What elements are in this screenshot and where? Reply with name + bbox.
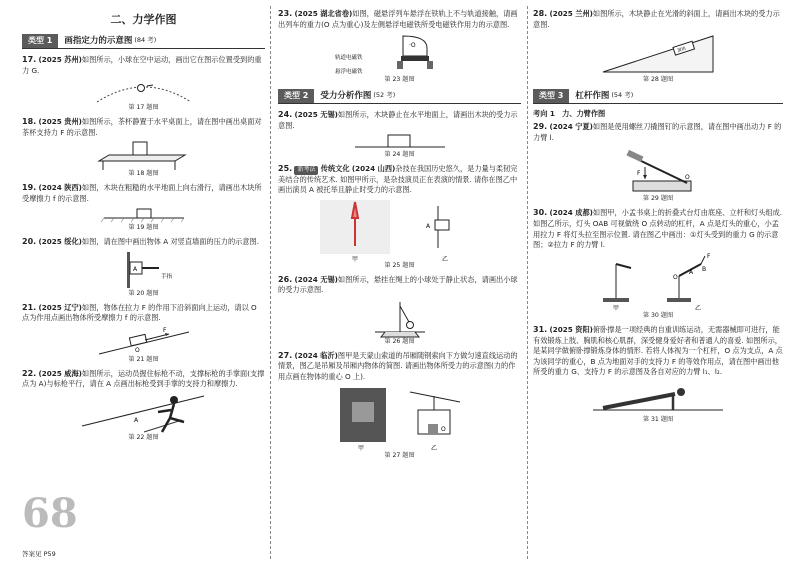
figure-20 bbox=[89, 250, 199, 290]
question-27: 27. (2024 临沂)图甲是天蒙山索道的吊厢随钢索向下方做匀速直线运动的情景，图乙是吊厢及吊厢内物体的简图. 请画出物体所受力的示意图(力的作用点画在物体的重心 O 上). 甲 O 乙 第 27 题图 bbox=[278, 350, 518, 460]
question-28: 28. (2025 兰州)如图所示，木块静止在光滑的斜面上，请画出木块的受力示意图. 滑块 第 28 题图 bbox=[533, 9, 780, 84]
figure-28 bbox=[593, 32, 723, 76]
question-29: 29. (2024 宁夏)如图是使用螺丝刀撬图钉的示意图，请在图中画出动力 F 的力臂 l. F O 第 29 题图 bbox=[533, 122, 782, 203]
figure-29 bbox=[593, 145, 723, 195]
page-number: 68 bbox=[22, 490, 78, 537]
label-yi: 乙 bbox=[430, 445, 437, 453]
question-21: 21. (2025 辽宁)如图，物体在拉力 F 的作用下沿斜面向上运动，请以 O 点为作用点画出物体所受摩擦力 f 的示意图. F O 第 21 题图 bbox=[22, 302, 257, 363]
figure-21 bbox=[89, 326, 199, 356]
question-26: 26. (2024 无锡)如图所示，悬挂在绳上的小球处于静止状态，请画出小球的受力示意图. 第 26 题图 bbox=[278, 274, 518, 345]
question-20: 20. (2025 绥化)如图，请在图中画出物体 A 对竖直墙面的压力的示意图. A 手指 第 20 题图 bbox=[22, 236, 260, 297]
figure-22 bbox=[74, 392, 214, 434]
column-divider bbox=[527, 6, 528, 559]
label-block: 滑块 bbox=[676, 46, 687, 55]
question-17: 17. (2025 苏州)如图所示，小球在空中运动，画出它在图示位置受到的重力 G. 第 17 题图 bbox=[22, 54, 262, 111]
figure-19 bbox=[89, 206, 199, 224]
type-count: (54 考) bbox=[611, 91, 634, 100]
figure-24 bbox=[345, 133, 455, 151]
label-track-magnet: 轨道电磁铁 bbox=[334, 55, 363, 62]
figure-23 bbox=[335, 32, 465, 76]
type2-header bbox=[278, 89, 521, 104]
type-tag: 类型 3 bbox=[533, 89, 569, 103]
question-24: 24. (2025 无锡)如图所示，木块静止在水平地面上，请画出木块的受力示意图. 第 24 题图 bbox=[278, 110, 518, 159]
question-30: 30. (2024 成都)如图甲，小孟书桌上的折叠式台灯由底座、立杆和灯头组成. 如图乙所示，灯头 OAB 可视做绕 O 点转动的杠杆，A 点是灯头的重心，小孟用拉力 F 将灯头拉至图示位置. 请在图乙中画出：①灯头受到的重力 G 的示意图；②拉力 F 的力臂 l. 甲 O A B F 乙 第 30 题图 bbox=[533, 208, 783, 320]
figure-17 bbox=[89, 78, 199, 104]
figure-31 bbox=[583, 380, 733, 416]
type-count: (84 考) bbox=[134, 36, 157, 45]
figure-26 bbox=[345, 298, 455, 338]
figure-25 bbox=[300, 198, 500, 262]
question-25: 25. 新考法 传统文化 (2024 山西)杂技在我国历史悠久，是力量与柔韧完美结合的传统艺术. 如图甲所示，是杂技演员正在表演的情景. 请你在图乙中画出演员 A 被托举且静止时受力的示意图. 甲 A 乙 第 25 题图 bbox=[278, 164, 518, 269]
question-22: 22. (2025 威海)如图所示，运动员握住标枪不动，支撑标枪的手掌面(支撑点为 A)与标枪平行，请在 A 点画出标枪受到手掌的支持力和摩擦力. A 第 22 题图 bbox=[22, 368, 265, 441]
label-a: A bbox=[425, 222, 430, 230]
label-float-magnet: 悬浮电磁铁 bbox=[334, 69, 363, 76]
new-method-badge: 新考法 bbox=[294, 166, 318, 175]
type3-header bbox=[533, 89, 783, 104]
label-f: F bbox=[707, 253, 711, 261]
label-f: F bbox=[637, 170, 641, 178]
label-jia: 甲 bbox=[357, 445, 364, 453]
type-title: 受力分析作图 bbox=[320, 90, 372, 101]
label-a: A bbox=[132, 265, 137, 273]
label-o: ·O bbox=[408, 42, 416, 50]
label-a: A bbox=[133, 416, 138, 424]
type-tag: 类型 1 bbox=[22, 34, 58, 48]
label-o: O bbox=[440, 426, 446, 434]
question-31: 31. (2025 资阳)俯卧撑是一项经典的自重训练运动，无需器械即可进行，能有效锻炼上肢、胸肌和核心肌群，深受健身爱好者和普通人的喜爱. 如图所示，是某同学做俯卧撑锻炼身体的情形. 若将人体视为一个杠杆，O 点为支点，A 点为该同学的重心，B 点为地面对手的支持力 F 的等效作用点，请在图中画出他所受的重力 G、支持力 F 的示意图及各自对应的力臂 l₁、l₂. 第 31 题图 bbox=[533, 325, 783, 423]
label-hand: 手指 bbox=[160, 273, 172, 280]
label-yi: 乙 bbox=[441, 255, 448, 262]
label-jia: 甲 bbox=[351, 255, 358, 262]
figure-18 bbox=[89, 140, 199, 170]
figure-30 bbox=[583, 252, 733, 312]
label-b: B bbox=[702, 266, 707, 274]
label-o: O bbox=[673, 274, 678, 282]
label-jia: 甲 bbox=[613, 305, 620, 313]
type-tag: 类型 2 bbox=[278, 89, 314, 103]
label-yi: 乙 bbox=[695, 305, 702, 313]
type-title: 杠杆作图 bbox=[575, 90, 610, 101]
question-23: 23. (2025 湖北省卷)如图，磁悬浮列车悬浮在铁轨上不与轨道接触，请画出列车的重力(O 点为重心)及左侧悬浮电磁铁所受电磁铁作用力的示意图. ·O 轨道电磁铁 悬浮电磁铁 第 23 题图 bbox=[278, 9, 518, 84]
label-a: A bbox=[689, 269, 694, 277]
column-2 bbox=[278, 8, 521, 557]
type-count: (52 考) bbox=[373, 91, 396, 100]
section-title: 二、力学作图 bbox=[110, 13, 177, 26]
question-19: 19. (2024 陕西)如图，木块在粗糙的水平地面上向右滑行，请画出木块所受摩擦力 f 的示意图. 第 19 题图 bbox=[22, 182, 262, 231]
direction-1: 考向 1 力、力臂作图 bbox=[533, 109, 606, 119]
column-1 bbox=[22, 8, 265, 557]
footer-answer-ref: 答案见 P59 bbox=[22, 549, 56, 558]
label-f: F bbox=[162, 326, 166, 334]
column-3 bbox=[533, 8, 783, 557]
label-o: O bbox=[685, 174, 690, 182]
label-o: O bbox=[134, 346, 140, 354]
figure-27 bbox=[300, 384, 500, 452]
type-title: 画指定力的示意图 bbox=[64, 35, 133, 46]
question-18: 18. (2025 贵州)如图所示，茶杯静置于水平桌面上，请在图中画出桌面对茶杯支持力 F 的示意图. 第 18 题图 bbox=[22, 116, 262, 177]
column-divider bbox=[270, 6, 271, 559]
type1-header bbox=[22, 34, 265, 49]
